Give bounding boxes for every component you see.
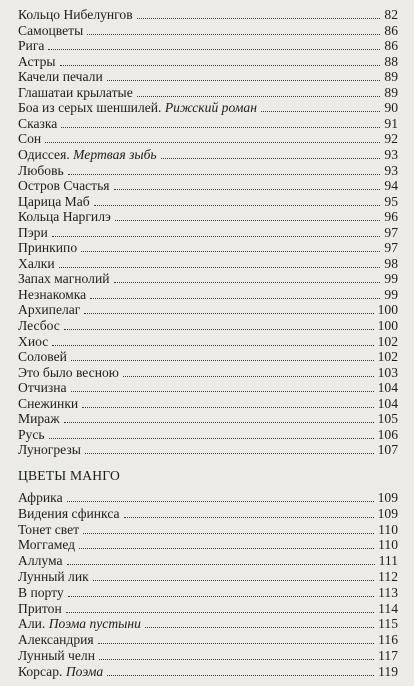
toc-entry-page-number: 116 [378, 632, 398, 648]
toc-entry-page-number: 90 [384, 100, 398, 116]
dot-leader [83, 533, 374, 534]
dot-leader [114, 189, 381, 190]
toc-entry-page-number: 102 [377, 333, 398, 349]
dot-leader [90, 298, 380, 299]
dot-leader [99, 659, 374, 660]
toc-entry-page-number: 86 [384, 38, 398, 54]
toc-entry-page-number: 109 [377, 490, 398, 505]
toc-entry-subtitle: Рижский роман [164, 100, 257, 116]
toc-entry-page-number: 119 [378, 663, 398, 679]
toc-entry-page-number: 100 [377, 302, 398, 318]
toc-entry-title [18, 664, 103, 680]
toc-entry-title-text: Притон [18, 600, 62, 616]
dot-leader [114, 282, 381, 283]
toc-entry-page-number: 89 [384, 69, 398, 85]
dot-leader [82, 407, 373, 408]
toc-entry-title-text: Корсар. [18, 663, 63, 679]
toc-entry-page-number: 93 [384, 146, 398, 162]
toc-entry-page-number: 110 [378, 521, 398, 537]
toc-entry-page-number: 100 [377, 318, 398, 333]
toc-entry-page-number: 111 [378, 553, 398, 569]
toc-entry-title-text: Глашатаи крылатые [18, 84, 133, 100]
dot-leader [45, 142, 380, 143]
toc-entry-title-text: Незнакомка [18, 286, 87, 302]
toc-entry-page-number: 86 [384, 22, 398, 38]
dot-leader [59, 267, 381, 268]
dot-leader [52, 345, 373, 346]
toc-entry-page-number: 117 [378, 648, 398, 663]
dot-leader [84, 313, 373, 314]
dot-leader [64, 422, 374, 423]
dot-leader [61, 127, 380, 128]
toc-entry-page-number: 97 [384, 240, 398, 256]
dot-leader [67, 501, 374, 502]
toc-entry-title-text: Африка [18, 490, 63, 505]
toc-entry-title-text: Сон [18, 131, 42, 147]
toc-entry-page-number: 105 [377, 411, 398, 427]
toc-entry-title-text: Принкипо [18, 240, 78, 256]
toc-entry-page-number: 99 [384, 286, 398, 302]
toc-entry-title-text: Али. [18, 616, 46, 632]
toc-entry-title-text: Мираж [18, 411, 60, 427]
toc-entry-title-text: Отчизна [18, 380, 67, 396]
toc-entry-page-number: 112 [378, 569, 398, 584]
toc-entry-title-text: Одиссея. [18, 146, 70, 162]
dot-leader [66, 612, 374, 613]
toc-entry-title-text: Александрия [18, 632, 94, 648]
dot-leader [64, 329, 374, 330]
toc-entry-title-text: Моггамед [18, 537, 76, 553]
toc-entry-page-number: 99 [384, 271, 398, 287]
toc-entry-title-text: Сказка [18, 115, 58, 131]
dot-leader [115, 220, 381, 221]
dot-leader [93, 580, 374, 581]
toc-entry-title-text: Видения сфинкса [18, 505, 120, 521]
dot-leader [107, 80, 381, 81]
toc-entry-title-text: В порту [18, 584, 64, 600]
toc-entry-page-number: 88 [384, 53, 398, 69]
toc-entry-title-text: Любовь [18, 162, 64, 178]
toc-entry-title-text: Тонет свет [18, 521, 80, 537]
dot-leader [67, 564, 375, 565]
dot-leader [145, 627, 374, 628]
dot-leader [98, 643, 374, 644]
section-heading: ЦВЕТЫ МАНГО [18, 468, 121, 483]
dot-leader [60, 65, 381, 66]
toc-entry-page-number: 106 [377, 426, 398, 442]
toc-entry-title-text: Соловей [18, 349, 67, 365]
dot-leader [124, 517, 374, 518]
toc-entry-title-text: Русь [18, 426, 45, 442]
dot-leader [48, 49, 380, 50]
toc-entry-title [18, 442, 81, 458]
toc-entry-page-number: 93 [384, 162, 398, 178]
toc-entry-title-text: Качели печали [18, 69, 103, 85]
toc-entry-page-number: 107 [377, 442, 398, 458]
toc-entry [18, 662, 398, 680]
dot-leader [71, 360, 374, 361]
dot-leader [123, 376, 374, 377]
toc-entry-page-number: 104 [377, 395, 398, 411]
toc-entry-page-number: 92 [384, 131, 398, 147]
toc-entry-subtitle: Поэма [65, 663, 104, 679]
toc-entry-title-text: Остров Счастья [18, 178, 110, 194]
dot-leader [87, 34, 380, 35]
toc-entry-title-text: Астры [18, 53, 56, 69]
toc-entry-page-number: 94 [384, 178, 398, 194]
toc-entry-title-text: Аллума [18, 553, 63, 569]
toc-entry-title-text: Снежинки [18, 395, 79, 411]
toc-entry-title-text: Самоцветы [18, 22, 84, 38]
toc-entry-page-number: 89 [384, 84, 398, 100]
dot-leader [49, 438, 374, 439]
dot-leader [107, 675, 374, 676]
dot-leader [79, 548, 374, 549]
dot-leader [94, 205, 381, 206]
toc-entry-title-text: Рига [18, 38, 45, 54]
dot-leader [261, 111, 380, 112]
toc-entry-page-number: 95 [384, 193, 398, 209]
toc-entry-page-number: 114 [378, 600, 398, 616]
dot-leader [81, 251, 380, 252]
toc-entry-subtitle: Мертвая зыбь [73, 146, 157, 162]
toc-entry-title-text: Кольцо Нибелунгов [18, 7, 133, 22]
toc-entry-page-number: 104 [377, 380, 398, 396]
toc-entry-title-text: Царица Маб [18, 193, 90, 209]
dot-leader [71, 391, 374, 392]
dot-leader [161, 158, 381, 159]
toc-entry-page-number: 98 [384, 255, 398, 271]
dot-leader [68, 596, 374, 597]
dot-leader [137, 96, 381, 97]
toc-entry-page-number: 96 [384, 209, 398, 225]
toc-entry [18, 440, 398, 458]
toc-entry-title-text: Луногрезы [18, 442, 81, 458]
dot-leader [52, 236, 381, 237]
toc-entry-title-text: Это было весною [18, 364, 119, 380]
toc-entry-title-text: Пэри [18, 224, 48, 240]
toc-entry-page-number: 97 [384, 224, 398, 240]
toc-entry-page-number: 102 [377, 349, 398, 365]
toc-entry-page-number: 109 [377, 505, 398, 521]
toc-entry-title-text: Кольца Наргилэ [18, 209, 111, 225]
toc-entry-title-text: Запах магнолий [18, 271, 110, 287]
toc-entry-page-number: 110 [378, 537, 398, 553]
toc-entry-page-number: 82 [384, 7, 398, 22]
toc-entry-title-text: Архипелаг [18, 302, 81, 318]
toc-entry-page-number: 91 [384, 115, 398, 131]
toc-entry-title-text: Хиос [18, 333, 49, 349]
toc-entry-title-text: Лесбос [18, 318, 60, 333]
toc-entry-page-number: 103 [377, 364, 398, 380]
toc-entry-title-text: Лунный челн [18, 648, 95, 663]
toc-entry-title-text: Лунный лик [18, 569, 89, 584]
dot-leader [85, 453, 374, 454]
toc-entry-page-number: 115 [378, 616, 398, 632]
dot-leader [137, 18, 381, 19]
dot-leader [68, 174, 381, 175]
toc-entry-subtitle: Поэма пустыни [48, 616, 141, 632]
toc-entry-page-number: 113 [378, 584, 398, 600]
toc-entry-title-text: Боа из серых шеншилей. [18, 100, 162, 116]
toc-entry-title-text: Халки [18, 255, 55, 271]
